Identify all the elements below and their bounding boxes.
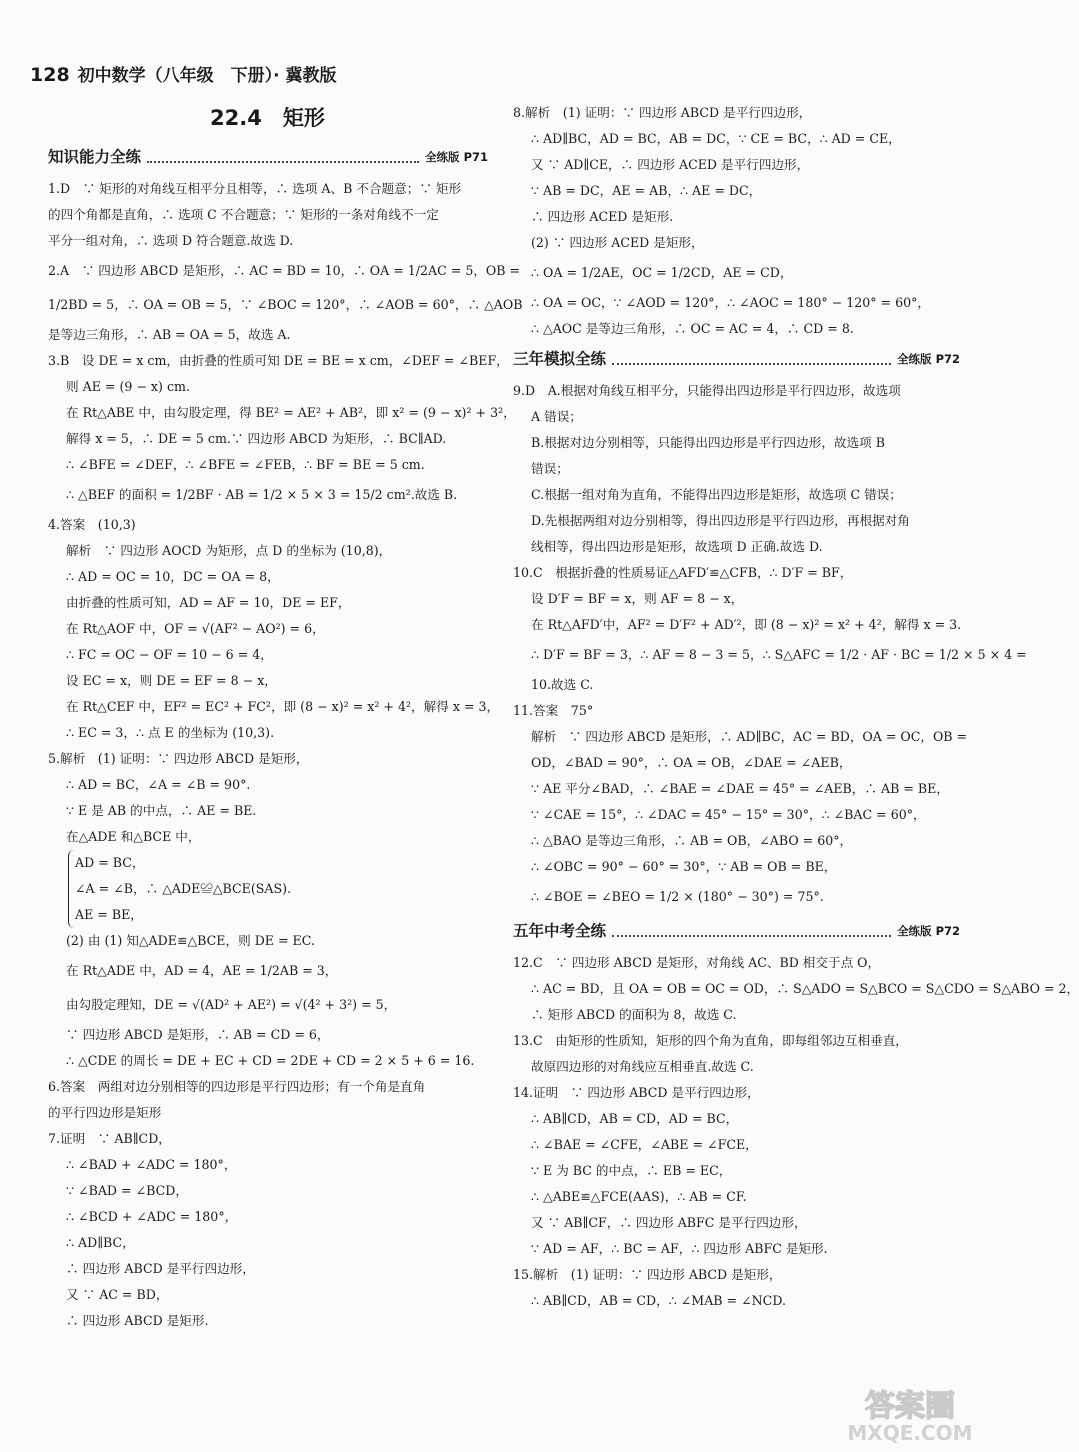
heading-ref: 全练版 P71 [425, 150, 488, 164]
text-line: ∴ △ABE≌△FCE(AAS)，∴ AB = CF. [531, 1189, 747, 1204]
text-line: AE = BE， [75, 907, 143, 922]
leader-dots [612, 363, 891, 365]
text-line: 由勾股定理知，DE = √(AD² + AE²) = √(4² + 3²) = 5， [66, 997, 397, 1012]
heading-name: 三年模拟全练 [513, 350, 607, 368]
text-line: ∴ ∠BAD + ∠ADC = 180°， [66, 1157, 237, 1172]
text-line: 1/2BD = 5，∴ OA = OB = 5，∵ ∠BOC = 120°，∴ ∠AOB = 60°，∴ △AOB [48, 297, 523, 312]
text-line: 在 Rt△CEF 中，EF² = EC² + FC²，即 (8 − x)² = x² + 4²，解得 x = 3， [66, 699, 500, 714]
text-line: B.根据对边分别相等，只能得出四边形是平行四边形，故选项 B [531, 435, 885, 450]
text-line: 14.证明 ∵ 四边形 ABCD 是平行四边形， [513, 1085, 760, 1100]
section-heading-three-year [513, 346, 960, 372]
text-line: 12.C ∵ 四边形 ABCD 是矩形，对角线 AC、BD 相交于点 O， [513, 955, 881, 970]
text-line: D.先根据两组对边分别相等，得出四边形是平行四边形，再根据对角 [531, 513, 910, 528]
text-line: ∴ AD∥BC， [66, 1235, 135, 1250]
text-line: 在 Rt△AOF 中，OF = √(AF² − AO²) = 6， [66, 621, 325, 636]
heading-name: 五年中考全练 [513, 922, 607, 940]
text-line: 解得 x = 5，∴ DE = 5 cm.∵ 四边形 ABCD 为矩形，∴ BC∥AD. [66, 431, 447, 446]
text-line: ∴ AD = OC = 10，DC = OA = 8， [66, 569, 280, 584]
page-header [30, 60, 530, 90]
text-line: ∴ △CDE 的周长 = DE + EC + CD = 2DE + CD = 2 × 5 + 6 = 16. [66, 1053, 475, 1068]
text-line: 的平行四边形是矩形 [48, 1105, 162, 1120]
text-line: 则 AE = (9 − x) cm. [66, 379, 190, 394]
right-column [513, 100, 1079, 1314]
text-line: ∴ OA = 1/2AE，OC = 1/2CD，AE = CD， [531, 265, 793, 280]
text-line: 2.A ∵ 四边形 ABCD 是矩形，∴ AC = BD = 10，∴ OA = 1/2AC = 5，OB = [48, 263, 521, 278]
text-line: 10.C 根据折叠的性质易证△AFD′≌△CFB，∴ D′F = BF， [513, 565, 853, 580]
text-line: 7.证明 ∵ AB∥CD， [48, 1131, 171, 1146]
text-line: ∴ ∠OBC = 90° − 60° = 30°，∵ AB = OB = BE， [531, 859, 837, 874]
text-line: 又 ∵ AD∥CE，∴ 四边形 ACED 是平行四边形， [531, 157, 810, 172]
text-line: 线相等，得出四边形是矩形，故选项 D 正确.故选 D. [531, 539, 823, 554]
text-line: 6.答案 两组对边分别相等的四边形是平行四边形；有一个角是直角 [48, 1079, 426, 1094]
text-line: 错误； [531, 461, 569, 476]
section-title: 22.4 矩形 [210, 106, 325, 130]
text-line: ∴ FC = OC − OF = 10 − 6 = 4， [66, 647, 273, 662]
text-line: ∵ AB = DC，AE = AB，∴ AE = DC， [531, 183, 762, 198]
text-line: 在 Rt△ABE 中，由勾股定理，得 BE² = AE² + AB²，即 x² = (9 − x)² + 3²， [66, 405, 516, 420]
section-heading-five-year [513, 918, 960, 944]
leader-dots [147, 161, 419, 163]
text-line: ∴ AC = BD，且 OA = OB = OC = OD，∴ S△ADO = S△BCO = S△CDO = S△ABO = 2， [531, 981, 1079, 996]
text-line: 1.D ∵ 矩形的对角线互相平分且相等，∴ 选项 A、B 不合题意；∵ 矩形 [48, 181, 462, 196]
equation-brace [68, 850, 488, 928]
text-line: ∴ ∠BCD + ∠ADC = 180°， [66, 1209, 238, 1224]
text-line: ∴ 四边形 ACED 是矩形. [531, 209, 674, 224]
text-line: ∴ △AOC 是等边三角形，∴ OC = AC = 4，∴ CD = 8. [531, 321, 854, 336]
text-line: ∴ ∠BOE = ∠BEO = 1/2 × (180° − 30°) = 75°. [531, 889, 824, 904]
text-line: 是等边三角形，∴ AB = OA = 5，故选 A. [48, 327, 291, 342]
text-line: 又 ∵ AB∥CF，∴ 四边形 ABFC 是平行四边形， [531, 1215, 807, 1230]
text-line: 在△ADE 和△BCE 中， [66, 829, 201, 844]
text-line: 10.故选 C. [531, 677, 594, 692]
text-line: ∴ ∠BAE = ∠CFE，∠ABE = ∠FCE， [531, 1137, 758, 1152]
left-column [48, 140, 523, 1334]
page-number: 128 [30, 64, 70, 86]
watermark-logo [830, 1386, 990, 1444]
watermark-text-top: 答案圈 [865, 1389, 955, 1424]
text-line: ∵ 四边形 ABCD 是矩形，∴ AB = CD = 6， [66, 1027, 330, 1042]
text-line: ∵ E 是 AB 的中点，∴ AE = BE. [66, 803, 257, 818]
text-line: ∵ ∠BAD = ∠BCD， [66, 1183, 188, 1198]
text-line: 设 EC = x，则 DE = EF = 8 − x， [66, 673, 277, 688]
heading-ref: 全练版 P72 [897, 352, 960, 366]
text-line: 4.答案 (10,3) [48, 517, 136, 532]
text-line: ∴ 四边形 ABCD 是平行四边形， [66, 1261, 255, 1276]
text-line: 15.解析 (1) 证明：∵ 四边形 ABCD 是矩形， [513, 1267, 782, 1282]
text-line: ∴ OA = OC，∵ ∠AOD = 120°，∴ ∠AOC = 180° − 120° = 60°， [531, 295, 931, 310]
text-line: 在 Rt△ADE 中，AD = 4，AE = 1/2AB = 3， [66, 963, 338, 978]
text-line: ∵ AD = AF，∴ BC = AF，∴ 四边形 ABFC 是矩形. [531, 1241, 828, 1256]
text-line: 8.解析 (1) 证明：∵ 四边形 ABCD 是平行四边形， [513, 105, 812, 120]
text-line: ∴ △BEF 的面积 = 1/2BF · AB = 1/2 × 5 × 3 = 15/2 cm².故选 B. [66, 487, 458, 502]
text-line: ∠A = ∠B，∴ △ADE≌△BCE(SAS). [75, 881, 292, 896]
text-line: ∴ AB∥CD，AB = CD，AD = BC， [531, 1111, 739, 1126]
text-line: 13.C 由矩形的性质知，矩形的四个角为直角，即每组邻边互相垂直， [513, 1033, 908, 1048]
heading-name: 知识能力全练 [48, 148, 142, 166]
text-line: ∴ D′F = BF = 3，∴ AF = 8 − 3 = 5，∴ S△AFC = 1/2 · AF · BC = 1/2 × 5 × 4 = [531, 647, 1027, 662]
text-line: C.根据一组对角为直角，不能得出四边形是矩形，故选项 C 错误； [531, 487, 902, 502]
text-line: ∵ E 为 BC 的中点，∴ EB = EC， [531, 1163, 732, 1178]
text-line: ∴ 四边形 ABCD 是矩形. [66, 1313, 209, 1328]
text-line: ∴ 矩形 ABCD 的面积为 8，故选 C. [531, 1007, 737, 1022]
text-line: OD，∠BAD = 90°，∴ OA = OB，∠DAE = ∠AEB， [531, 755, 852, 770]
text-line: ∴ ∠BFE = ∠DEF，∴ ∠BFE = ∠FEB，∴ BF = BE = 5 cm. [66, 457, 425, 472]
text-line: (2) ∵ 四边形 ACED 是矩形， [531, 235, 704, 250]
text-line: 解析 ∵ 四边形 ABCD 是矩形，∴ AD∥BC，AC = BD，OA = OC，OB = [531, 729, 968, 744]
text-line: ∴ AD∥BC，AD = BC，AB = DC，∵ CE = BC，∴ AD = CE， [531, 131, 901, 146]
text-line: ∵ ∠CAE = 15°，∴ ∠DAC = 45° − 15° = 30°，∴ ∠BAC = 60°， [531, 807, 926, 822]
leader-dots [612, 935, 891, 937]
text-line: ∴ △BAO 是等边三角形，∴ AB = OB，∠ABO = 60°， [531, 833, 853, 848]
text-line: ∴ EC = 3，∴ 点 E 的坐标为 (10,3). [66, 725, 275, 740]
section-heading-knowledge [48, 144, 488, 170]
text-line: 又 ∵ AC = BD， [66, 1287, 169, 1302]
watermark-text-bottom: MXQE.COM [847, 1421, 973, 1445]
text-line: 平分一组对角，∴ 选项 D 符合题意.故选 D. [48, 233, 294, 248]
text-line: ∵ AE 平分∠BAD，∴ ∠BAE = ∠DAE = 45° = ∠AEB，∴ AB = BE， [531, 781, 949, 796]
text-line: 5.解析 (1) 证明：∵ 四边形 ABCD 是矩形， [48, 751, 309, 766]
text-line: 的四个角都是直角，∴ 选项 C 不合题意；∵ 矩形的一条对角线不一定 [48, 207, 439, 222]
text-line: 解析 ∵ 四边形 AOCD 为矩形，点 D 的坐标为 (10,8)， [66, 543, 392, 558]
text-line: A 错误； [531, 409, 582, 424]
text-line: 在 Rt△AFD′中，AF² = D′F² + AD′²，即 (8 − x)² = x² + 4²，解得 x = 3. [531, 617, 962, 632]
text-line: 由折叠的性质可知，AD = AF = 10，DE = EF， [66, 595, 351, 610]
text-line: 9.D A.根据对角线互相平分，只能得出四边形是平行四边形，故选项 [513, 383, 901, 398]
text-line: (2) 由 (1) 知△ADE≌△BCE，则 DE = EC. [66, 933, 315, 948]
text-line: 设 D′F = BF = x，则 AF = 8 − x， [531, 591, 744, 606]
text-line: 故原四边形的对角线应互相垂直.故选 C. [531, 1059, 754, 1074]
text-line: ∴ AD = BC，∠A = ∠B = 90°. [66, 777, 251, 792]
text-line: 11.答案 75° [513, 703, 594, 718]
text-line: ∴ AB∥CD，AB = CD，∴ ∠MAB = ∠NCD. [531, 1293, 786, 1308]
text-line: 3.B 设 DE = x cm，由折叠的性质可知 DE = BE = x cm，∠DEF = ∠BEF， [48, 353, 509, 368]
text-line: AD = BC， [75, 855, 145, 870]
book-title: 初中数学（八年级 下册）· 冀教版 [77, 66, 337, 86]
heading-ref: 全练版 P72 [897, 924, 960, 938]
